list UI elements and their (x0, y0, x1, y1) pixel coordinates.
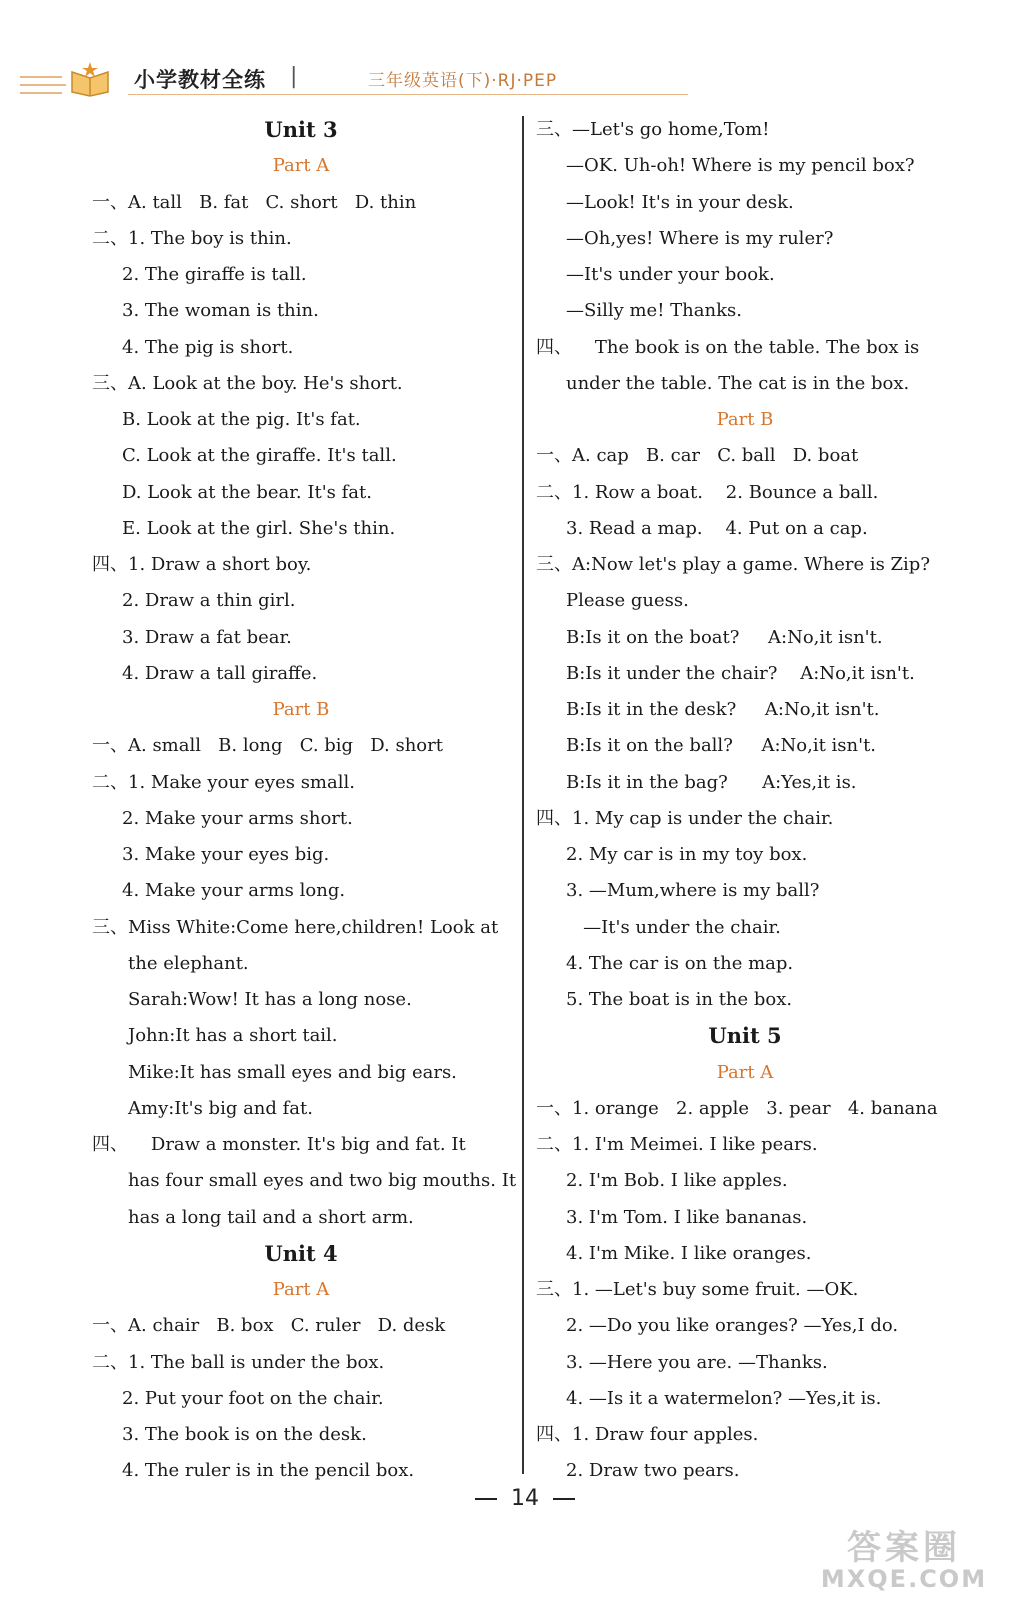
answer-line: 2. My car is in my toy box. (566, 844, 808, 865)
answer-line: 4. The pig is short. (122, 336, 294, 358)
answer-line: 4. Draw a tall giraffe. (122, 662, 318, 684)
answer-line: B:Is it in the bag? A:Yes,it is. (566, 771, 857, 793)
answer-line: 4. I'm Mike. I like oranges. (566, 1242, 812, 1264)
answer-line: 2. The giraffe is tall. (122, 264, 307, 285)
answer-line: 一、A. small B. long C. big D. short (92, 735, 443, 757)
answer-line: 2. Draw two pears. (566, 1460, 740, 1482)
answer-line: 四、1. Draw a short boy. (92, 554, 312, 575)
answer-line: has a long tail and a short arm. (128, 1206, 414, 1228)
answer-line: John:It has a short tail. (128, 1025, 338, 1047)
answer-line: 三、Miss White:Come here,children! Look at (92, 916, 499, 938)
answer-line: B:Is it in the desk? A:No,it isn't. (566, 699, 880, 720)
unit-heading: Unit 3 (264, 117, 338, 142)
answer-line: B:Is it on the ball? A:No,it isn't. (566, 735, 877, 757)
header-rule (20, 84, 66, 86)
answer-line: 三、—Let's go home,Tom! (536, 119, 770, 140)
answer-line: under the table. The cat is in the box. (566, 372, 910, 394)
part-heading: Part B (272, 699, 330, 720)
page-number (0, 1486, 1017, 1511)
answer-line: 3. The book is on the desk. (122, 1424, 367, 1445)
answer-line: 3. Draw a fat bear. (122, 626, 292, 648)
answer-line: B:Is it under the chair? A:No,it isn't. (566, 662, 915, 684)
answer-line: —It's under your book. (566, 264, 775, 285)
answer-line: 3. —Mum,where is my ball? (566, 880, 820, 902)
header-rule (20, 76, 62, 78)
answer-line: 二、1. Make your eyes small. (92, 771, 355, 793)
part-heading: Part A (716, 1061, 774, 1083)
answer-line: —It's under the chair. (566, 916, 781, 938)
watermark-logo: 答案圈 (847, 1528, 961, 1568)
answer-line: 2. I'm Bob. I like apples. (566, 1170, 788, 1192)
answer-line: 四、1. My cap is under the chair. (536, 807, 834, 829)
answer-line: 4. The car is on the map. (566, 952, 794, 974)
answer-line: 四、 Draw a monster. It's big and fat. It (92, 1134, 466, 1155)
answer-line: 一、A. cap B. car C. ball D. boat (536, 445, 859, 467)
answer-line: Amy:It's big and fat. (128, 1097, 313, 1119)
answer-line: 三、1. —Let's buy some fruit. —OK. (536, 1279, 859, 1300)
answer-line: 2. Draw a thin girl. (122, 590, 296, 612)
answer-line: 4. The ruler is in the pencil box. (122, 1460, 415, 1482)
watermark (809, 1520, 999, 1593)
answer-line: E. Look at the girl. She's thin. (122, 517, 396, 539)
brand-title: 小学教材全练 (134, 68, 266, 92)
answer-line: Sarah:Wow! It has a long nose. (128, 989, 412, 1010)
answer-line: B. Look at the pig. It's fat. (122, 409, 361, 430)
answer-line: 三、A:Now let's play a game. Where is Zip? (536, 554, 930, 575)
answer-line: 3. The woman is thin. (122, 300, 319, 322)
book-subtitle: 三年级英语(下)·RJ·PEP (368, 71, 558, 91)
part-heading: Part A (272, 155, 330, 177)
answer-line: —OK. Uh-oh! Where is my pencil box? (566, 155, 915, 177)
header-underline (128, 94, 688, 95)
answer-line: —Look! It's in your desk. (566, 191, 794, 213)
answer-line: 4. Make your arms long. (122, 880, 346, 902)
header-separator: | (290, 64, 298, 89)
answer-line: D. Look at the bear. It's fat. (122, 481, 372, 503)
answer-line: C. Look at the giraffe. It's tall. (122, 445, 397, 467)
answer-line: 2. —Do you like oranges? —Yes,I do. (566, 1315, 899, 1337)
header-rule (20, 92, 62, 94)
answer-line: 四、1. Draw four apples. (536, 1424, 759, 1445)
answer-line: 二、1. I'm Meimei. I like pears. (536, 1134, 818, 1155)
unit-heading: Unit 4 (264, 1240, 338, 1266)
answer-line: 4. —Is it a watermelon? —Yes,it is. (566, 1387, 882, 1409)
page-header (0, 0, 1017, 110)
dash (475, 1498, 497, 1500)
answer-line: 三、A. Look at the boy. He's short. (92, 372, 403, 394)
answer-line: 二、1. Row a boat. 2. Bounce a ball. (536, 481, 879, 503)
left-answer-column (92, 112, 517, 1490)
answer-line: 二、1. The boy is thin. (92, 227, 292, 249)
answer-line: 一、A. chair B. box C. ruler D. desk (92, 1315, 446, 1337)
answer-line: —Oh,yes! Where is my ruler? (566, 227, 834, 249)
answer-line: 二、1. The ball is under the box. (92, 1351, 385, 1373)
answer-line: 3. —Here you are. —Thanks. (566, 1351, 828, 1373)
column-divider (522, 116, 524, 1474)
answer-line: Mike:It has small eyes and big ears. (128, 1061, 457, 1083)
answer-line: 2. Put your foot on the chair. (122, 1387, 384, 1409)
open-book-icon (68, 58, 112, 98)
unit-heading: Unit 5 (708, 1023, 782, 1049)
answer-line: 3. Read a map. 4. Put on a cap. (566, 517, 868, 539)
answer-line: has four small eyes and two big mouths. It (128, 1170, 517, 1192)
answer-line: Please guess. (566, 590, 689, 612)
answer-line: 2. Make your arms short. (122, 807, 353, 829)
answer-line: 四、 The book is on the table. The box is (536, 336, 920, 358)
part-heading: Part B (716, 409, 774, 430)
answer-line: B:Is it on the boat? A:No,it isn't. (566, 626, 883, 648)
dash (553, 1498, 575, 1500)
answer-line: 3. Make your eyes big. (122, 844, 330, 865)
answer-line: —Silly me! Thanks. (566, 300, 742, 322)
page-number-text: 14 (511, 1486, 539, 1511)
answer-line: 一、A. tall B. fat C. short D. thin (92, 191, 417, 213)
answer-line: the elephant. (128, 952, 249, 974)
right-answer-column (536, 112, 954, 1490)
part-heading: Part A (272, 1279, 330, 1300)
answer-line: 3. I'm Tom. I like bananas. (566, 1206, 808, 1228)
answer-line: 一、1. orange 2. apple 3. pear 4. banana (536, 1097, 938, 1119)
answer-line: 5. The boat is in the box. (566, 989, 793, 1010)
watermark-site: MXQE.COM (820, 1565, 988, 1593)
